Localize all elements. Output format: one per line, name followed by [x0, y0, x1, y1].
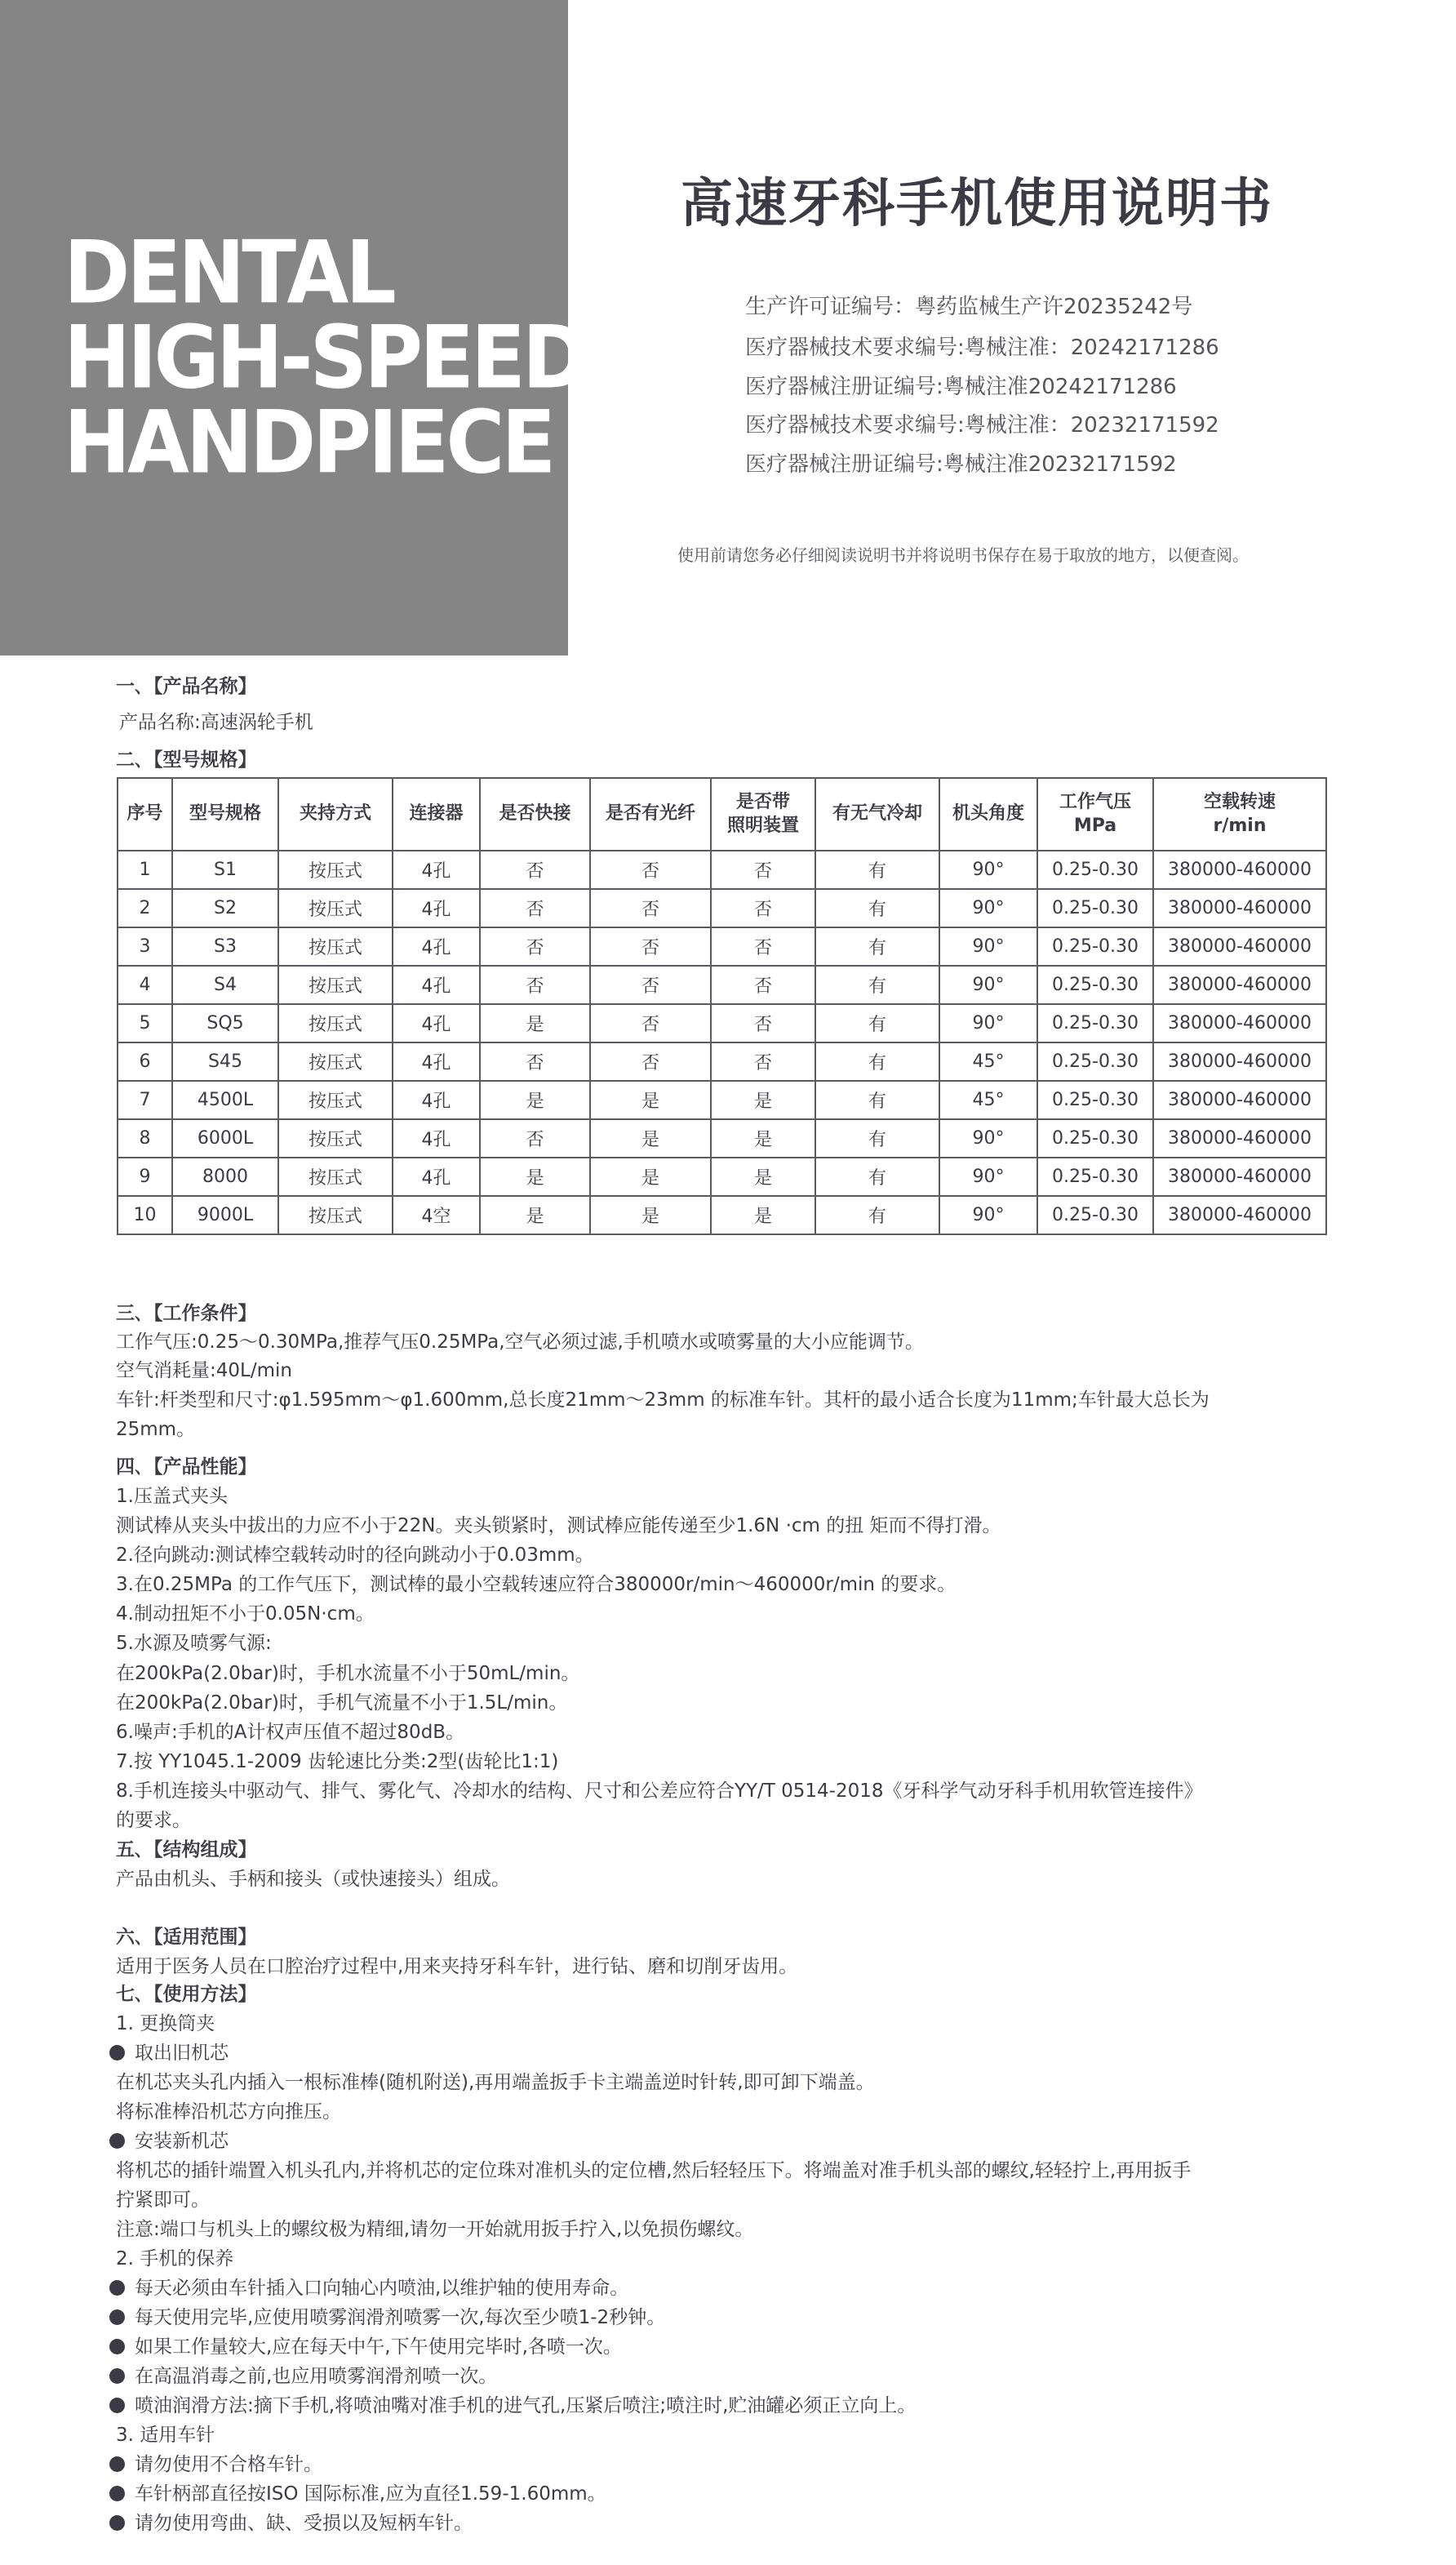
- bullet-dot: [109, 2515, 125, 2531]
- table-cell: 否: [590, 927, 711, 966]
- table-cell: SQ5: [172, 1004, 278, 1042]
- table-cell: 否: [590, 1042, 711, 1081]
- table-cell: 否: [590, 851, 711, 889]
- section-heading-usage: 七､【使用方法】: [116, 1984, 257, 2005]
- table-cell: 有: [815, 1081, 939, 1119]
- section-heading-models: 二､【型号规格】: [116, 749, 257, 771]
- table-cell: 按压式: [278, 927, 393, 966]
- table-cell: 按压式: [278, 1004, 393, 1042]
- usage-bullet-text: 安装新机芯: [135, 2131, 229, 2152]
- table-cell: 按压式: [278, 889, 393, 927]
- table-cell: 有: [815, 1042, 939, 1081]
- table-cell: 90°: [939, 851, 1037, 889]
- structure-line: 产品由机头、手柄和接头（或快速接头）组成。: [116, 1869, 510, 1890]
- section-heading-working-conditions: 三､【工作条件】: [116, 1303, 257, 1324]
- table-cell: 是: [480, 1081, 590, 1119]
- table-cell: 是: [480, 1158, 590, 1196]
- table-cell: 有: [815, 889, 939, 927]
- usage-bullet-text: 在高温消毒之前,也应用喷雾润滑剂喷一次。: [135, 2366, 498, 2387]
- hero-line-2: HIGH-SPEED: [64, 308, 586, 409]
- table-cell: 380000-460000: [1153, 927, 1326, 966]
- header-cell: 序号: [118, 778, 172, 851]
- table-row: [118, 1196, 1326, 1234]
- table-cell: 1: [118, 851, 172, 889]
- hero-line-3: HANDPIECE: [64, 393, 553, 494]
- table-cell: 否: [711, 1004, 815, 1042]
- table-cell: 0.25-0.30: [1037, 1081, 1153, 1119]
- working-conditions-line: 空气消耗量:40L/min: [116, 1360, 292, 1381]
- table-cell: 90°: [939, 1158, 1037, 1196]
- table-cell: 380000-460000: [1153, 1158, 1326, 1196]
- header-cell: 是否带 照明装置: [711, 778, 815, 851]
- usage-line: 3. 适用车针: [116, 2425, 215, 2446]
- table-row: [118, 851, 1326, 889]
- table-cell: 按压式: [278, 966, 393, 1004]
- section-heading-product-name: 一､【产品名称】: [116, 676, 257, 697]
- bullet-dot: [109, 2309, 125, 2325]
- usage-bullet-text: 请勿使用不合格车针。: [135, 2454, 322, 2475]
- cert-line-4: 医疗器械技术要求编号:粤械注准：20232171592: [745, 413, 1219, 438]
- header-cell: 是否快接: [480, 778, 590, 851]
- performance-line: 4.制动扭矩不小于0.05N·cm。: [116, 1603, 375, 1625]
- table-header-row: [118, 778, 1326, 851]
- performance-line: 1.压盖式夹头: [116, 1486, 228, 1507]
- table-cell: 0.25-0.30: [1037, 1158, 1153, 1196]
- product-name-line: 产品名称:高速涡轮手机: [119, 712, 313, 733]
- bullet-dot: [109, 2133, 125, 2149]
- table-row: [118, 1081, 1326, 1119]
- table-cell: 0.25-0.30: [1037, 1196, 1153, 1234]
- table-cell: 4孔: [393, 889, 480, 927]
- table-cell: 是: [590, 1119, 711, 1158]
- hero-banner: [0, 0, 586, 656]
- table-cell: 否: [480, 927, 590, 966]
- table-cell: 4孔: [393, 851, 480, 889]
- table-cell: 380000-460000: [1153, 1119, 1326, 1158]
- header-cell: 有无气冷却: [815, 778, 939, 851]
- usage-bullet: [109, 2038, 229, 2065]
- table-cell: 90°: [939, 1196, 1037, 1234]
- table-cell: 4500L: [172, 1081, 278, 1119]
- table-cell: 380000-460000: [1153, 966, 1326, 1004]
- table-cell: 0.25-0.30: [1037, 1042, 1153, 1081]
- table-row: [118, 927, 1326, 966]
- table-cell: 380000-460000: [1153, 1081, 1326, 1119]
- usage-bullet-text: 车针柄部直径按ISO 国际标准,应为直径1.59-1.60mm。: [135, 2483, 606, 2505]
- hero-line-1: DENTAL: [64, 223, 393, 324]
- cert-line-5: 医疗器械注册证编号:粤械注准20232171592: [745, 452, 1177, 477]
- bullet-dot: [109, 2280, 125, 2296]
- table-cell: 是: [590, 1196, 711, 1234]
- table-cell: S4: [172, 966, 278, 1004]
- performance-line: 5.水源及喷雾气源:: [116, 1633, 272, 1654]
- table-cell: S3: [172, 927, 278, 966]
- table-cell: 否: [480, 1119, 590, 1158]
- table-cell: 是: [590, 1081, 711, 1119]
- document-title: 高速牙科手机使用说明书: [681, 174, 1273, 234]
- working-conditions-line: 车针:杆类型和尺寸:φ1.595mm～φ1.600mm,总长度21mm～23mm 的标准车针。其杆的最小适合长度为11mm;车针最大总长为: [116, 1389, 1210, 1411]
- header-cell: 是否有光纤: [590, 778, 711, 851]
- table-cell: 有: [815, 1158, 939, 1196]
- table-cell: 4孔: [393, 927, 480, 966]
- usage-bullet-text: 喷油润滑方法:摘下手机,将喷油嘴对准手机的进气孔,压紧后喷注;喷注时,贮油罐必须正立向上。: [135, 2395, 917, 2416]
- table-cell: 按压式: [278, 1119, 393, 1158]
- table-cell: 380000-460000: [1153, 851, 1326, 889]
- table-row: [118, 966, 1326, 1004]
- header-cell: 连接器: [393, 778, 480, 851]
- table-cell: 否: [711, 851, 815, 889]
- table-cell: 90°: [939, 927, 1037, 966]
- header-cell: 工作气压 MPa: [1037, 778, 1153, 851]
- table-cell: 10: [118, 1196, 172, 1234]
- table-cell: 是: [711, 1158, 815, 1196]
- bullet-dot: [109, 2486, 125, 2501]
- table-cell: 0.25-0.30: [1037, 927, 1153, 966]
- table-cell: 90°: [939, 1119, 1037, 1158]
- bullet-dot: [109, 2368, 125, 2384]
- section-heading-performance: 四､【产品性能】: [116, 1456, 257, 1478]
- table-cell: 2: [118, 889, 172, 927]
- table-cell: 4孔: [393, 1158, 480, 1196]
- usage-line: 将机芯的插针端置入机头孔内,并将机芯的定位珠对准机头的定位槽,然后轻轻压下。将端盖对准手机头部的螺纹,轻轻拧上,再用扳手: [116, 2160, 1192, 2181]
- table-cell: 0.25-0.30: [1037, 966, 1153, 1004]
- table-cell: 否: [480, 851, 590, 889]
- header-cell: 夹持方式: [278, 778, 393, 851]
- table-cell: S1: [172, 851, 278, 889]
- table-cell: 7: [118, 1081, 172, 1119]
- table-cell: 9: [118, 1158, 172, 1196]
- table-cell: 0.25-0.30: [1037, 851, 1153, 889]
- usage-bullet-text: 每天必须由车针插入口向轴心内喷油,以维护轴的使用寿命。: [135, 2278, 629, 2299]
- table-cell: 6: [118, 1042, 172, 1081]
- table-row: [118, 1004, 1326, 1042]
- usage-line: 将标准棒沿机芯方向推压。: [116, 2101, 341, 2123]
- table-cell: 3: [118, 927, 172, 966]
- table-cell: 4: [118, 966, 172, 1004]
- performance-line: 7.按 YY1045.1-2009 齿轮速比分类:2型(齿轮比1:1): [116, 1751, 559, 1772]
- table-cell: 有: [815, 966, 939, 1004]
- table-cell: 9000L: [172, 1196, 278, 1234]
- table-cell: 否: [590, 889, 711, 927]
- performance-line: 测试棒从夹头中拔出的力应不小于22N。夹头锁紧时，测试棒应能传递至少1.6N ·cm 的扭 矩而不得打滑。: [116, 1515, 1001, 1536]
- table-cell: S2: [172, 889, 278, 927]
- usage-bullet: [109, 2273, 628, 2300]
- working-conditions-line: 25mm。: [116, 1419, 196, 1440]
- table-cell: 按压式: [278, 1042, 393, 1081]
- table-cell: 8000: [172, 1158, 278, 1196]
- table-cell: 380000-460000: [1153, 889, 1326, 927]
- table-cell: 否: [590, 1004, 711, 1042]
- table-cell: 有: [815, 1196, 939, 1234]
- table-cell: 45°: [939, 1042, 1037, 1081]
- table-cell: 有: [815, 1119, 939, 1158]
- header-cell: 空载转速 r/min: [1153, 778, 1326, 851]
- usage-line: 注意:端口与机头上的螺纹极为精细,请勿一开始就用扳手拧入,以免损伤螺纹。: [116, 2219, 754, 2240]
- table-cell: 是: [711, 1119, 815, 1158]
- table-cell: 90°: [939, 1004, 1037, 1042]
- table-cell: 否: [711, 927, 815, 966]
- usage-line: 1. 更换筒夹: [116, 2013, 215, 2034]
- table-cell: 否: [711, 966, 815, 1004]
- cert-line-3: 医疗器械注册证编号:粤械注准20242171286: [745, 375, 1177, 399]
- usage-line: 拧紧即可。: [116, 2189, 210, 2211]
- scope-line: 适用于医务人员在口腔治疗过程中,用来夹持牙科车针，进行钻、磨和切削牙齿用。: [116, 1956, 798, 1977]
- performance-line: 在200kPa(2.0bar)时，手机水流量不小于50mL/min。: [116, 1663, 580, 1684]
- section-heading-scope: 六､【适用范围】: [116, 1927, 257, 1948]
- table-cell: 有: [815, 1004, 939, 1042]
- table-cell: S45: [172, 1042, 278, 1081]
- usage-bullet: [109, 2508, 473, 2535]
- table-cell: 0.25-0.30: [1037, 889, 1153, 927]
- model-spec-table: [117, 777, 1327, 1235]
- table-cell: 380000-460000: [1153, 1004, 1326, 1042]
- performance-line: 6.噪声:手机的A计权声压值不超过80dB。: [116, 1722, 465, 1743]
- table-cell: 4孔: [393, 1081, 480, 1119]
- usage-bullet: [109, 2332, 622, 2358]
- table-row: [118, 1042, 1326, 1081]
- table-cell: 90°: [939, 889, 1037, 927]
- table-cell: 按压式: [278, 851, 393, 889]
- table-cell: 8: [118, 1119, 172, 1158]
- table-cell: 是: [590, 1158, 711, 1196]
- usage-bullet: [109, 2478, 606, 2505]
- table-cell: 5: [118, 1004, 172, 1042]
- usage-line: 2. 手机的保养: [116, 2248, 234, 2269]
- table-cell: 45°: [939, 1081, 1037, 1119]
- usage-bullet: [109, 2449, 322, 2476]
- table-cell: 按压式: [278, 1081, 393, 1119]
- table-cell: 否: [480, 966, 590, 1004]
- usage-bullet-text: 取出旧机芯: [135, 2043, 229, 2064]
- table-cell: 按压式: [278, 1196, 393, 1234]
- header-cell: 机头角度: [939, 778, 1037, 851]
- table-row: [118, 1158, 1326, 1196]
- bullet-dot: [109, 2045, 125, 2060]
- cert-line-1: 生产许可证编号：粤药监械生产许20235242号: [745, 295, 1193, 319]
- table-cell: 有: [815, 927, 939, 966]
- performance-line: 2.径向跳动:测试棒空载转动时的径向跳动小于0.03mm。: [116, 1545, 594, 1566]
- table-row: [118, 1119, 1326, 1158]
- table-cell: 是: [480, 1004, 590, 1042]
- cert-line-2: 医疗器械技术要求编号:粤械注准：20242171286: [745, 336, 1219, 360]
- table-cell: 否: [590, 966, 711, 1004]
- table-cell: 0.25-0.30: [1037, 1004, 1153, 1042]
- usage-bullet-text: 每天使用完毕,应使用喷雾润滑剂喷雾一次,每次至少喷1-2秒钟。: [135, 2307, 666, 2328]
- usage-bullet: [109, 2126, 229, 2153]
- table-cell: 6000L: [172, 1119, 278, 1158]
- usage-bullet-text: 如果工作量较大,应在每天中午,下午使用完毕时,各喷一次。: [135, 2336, 622, 2358]
- table-cell: 否: [480, 1042, 590, 1081]
- usage-bullet-text: 请勿使用弯曲、缺、受损以及短柄车针。: [135, 2513, 473, 2534]
- table-cell: 90°: [939, 966, 1037, 1004]
- section-heading-structure: 五､【结构组成】: [116, 1839, 257, 1860]
- usage-bullet: [109, 2390, 916, 2417]
- performance-line: 的要求。: [116, 1810, 191, 1831]
- table-cell: 是: [711, 1081, 815, 1119]
- table-cell: 有: [815, 851, 939, 889]
- table-cell: 380000-460000: [1153, 1196, 1326, 1234]
- performance-line: 在200kPa(2.0bar)时，手机气流量不小于1.5L/min。: [116, 1692, 568, 1714]
- usage-bullet: [109, 2302, 665, 2329]
- table-cell: 4孔: [393, 966, 480, 1004]
- working-conditions-line: 工作气压:0.25～0.30MPa,推荐气压0.25MPa,空气必须过滤,手机喷水或喷雾量的大小应能调节。: [116, 1331, 924, 1353]
- table-cell: 否: [711, 1042, 815, 1081]
- header-cell: 型号规格: [172, 778, 278, 851]
- table-row: [118, 889, 1326, 927]
- table-cell: 按压式: [278, 1158, 393, 1196]
- bullet-dot: [109, 2339, 125, 2354]
- usage-bullet: [109, 2361, 497, 2388]
- table-cell: 否: [480, 889, 590, 927]
- bullet-dot: [109, 2398, 125, 2413]
- table-cell: 4孔: [393, 1004, 480, 1042]
- table-cell: 0.25-0.30: [1037, 1119, 1153, 1158]
- table-cell: 4空: [393, 1196, 480, 1234]
- bullet-dot: [109, 2456, 125, 2472]
- table-cell: 否: [711, 889, 815, 927]
- usage-line: 在机芯夹头孔内插入一根标准棒(随机附送),再用端盖扳手卡主端盖逆时针转,即可卸下端盖。: [116, 2072, 875, 2093]
- table-cell: 是: [480, 1196, 590, 1234]
- table-cell: 是: [711, 1196, 815, 1234]
- table-cell: 380000-460000: [1153, 1042, 1326, 1081]
- usage-notice: 使用前请您务必仔细阅读说明书并将说明书保存在易于取放的地方，以便查阅。: [677, 545, 1249, 565]
- table-cell: 4孔: [393, 1119, 480, 1158]
- performance-line: 8.手机连接头中驱动气、排气、雾化气、冷却水的结构、尺寸和公差应符合YY/T 0514-2018《牙科学气动牙科手机用软管连接件》: [116, 1780, 1203, 1802]
- performance-line: 3.在0.25MPa 的工作气压下，测试棒的最小空载转速应符合380000r/min～460000r/min 的要求。: [116, 1574, 957, 1595]
- table-cell: 4孔: [393, 1042, 480, 1081]
